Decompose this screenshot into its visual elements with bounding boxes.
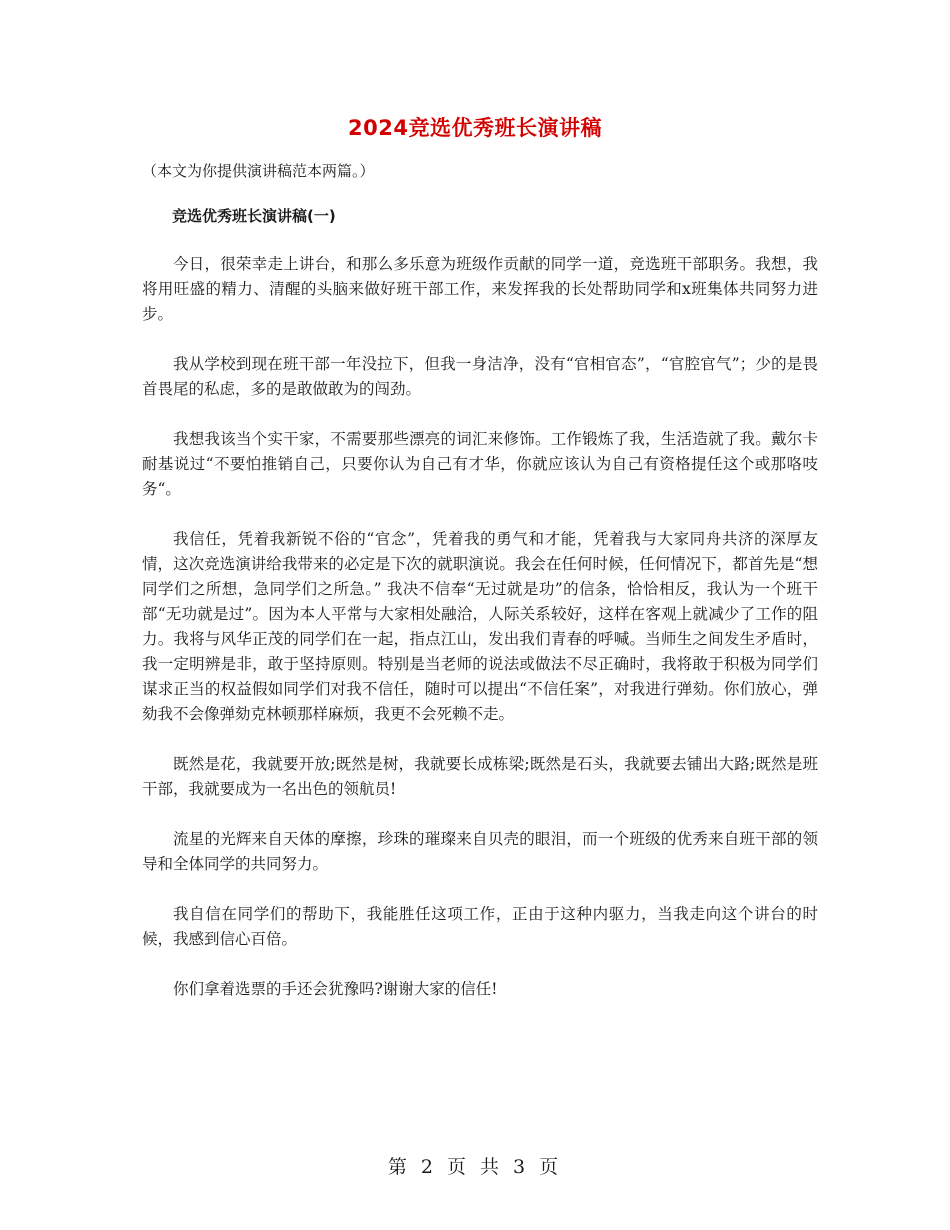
section-subtitle: 竞选优秀班长演讲稿(一)	[172, 207, 336, 225]
paragraph: 今日，很荣幸走上讲台，和那么多乐意为班级作贡献的同学一道，竞选班干部职务。我想，我将用旺盛的精力、清醒的头脑来做好班干部工作，来发挥我的长处帮助同学和x班集体共同努力进步。	[142, 255, 818, 323]
paragraph: 我从学校到现在班干部一年没拉下，但我一身洁净，没有“官相官态”，“官腔官气”；少的是畏首畏尾的私虑，多的是敢做敢为的闯劲。	[142, 355, 818, 398]
paragraph: 既然是花，我就要开放;既然是树，我就要长成栋梁;既然是石头，我就要去铺出大路;既然是班干部，我就要成为一名出色的领航员!	[142, 755, 818, 798]
document-body	[142, 205, 818, 1027]
paragraph: 我自信在同学们的帮助下，我能胜任这项工作，正由于这种内驱力，当我走向这个讲台的时候，我感到信心百倍。	[142, 905, 818, 948]
paragraph: 我信任，凭着我新锐不俗的“官念”，凭着我的勇气和才能，凭着我与大家同舟共济的深厚友情，这次竞选演讲给我带来的必定是下次的就职演说。我会在任何时候，任何情况下，都首先是“想同学们之所想，急同学们之所急。” 我决不信奉“无过就是功”的信条，恰恰相反，我认为一个班干部“无功就是过”。因为本人平常与大家相处融洽，人际关系较好，这样在客观上就减少了工作的阻力。我将与风华正茂的同学们在一起，指点江山，发出我们青春的呼喊。当师生之间发生矛盾时，我一定明辨是非，敢于坚持原则。特别是当老师的说法或做法不尽正确时，我将敢于积极为同学们谋求正当的权益假如同学们对我不信任，随时可以提出“不信任案”，对我进行弹劾。你们放心，弹劾我不会像弹劾克林顿那样麻烦，我更不会死赖不走。	[142, 530, 818, 723]
page-number-footer: 第 2 页 共 3 页	[387, 1156, 563, 1178]
paragraph: 我想我该当个实干家，不需要那些漂亮的词汇来修饰。工作锻炼了我，生活造就了我。戴尔卡耐基说过“不要怕推销自己，只要你认为自己有才华，你就应该认为自己有资格提任这个或那咯吱务“。	[142, 430, 818, 498]
document-title: 2024竞选优秀班长演讲稿	[348, 116, 602, 140]
paragraph: 你们拿着选票的手还会犹豫吗?谢谢大家的信任!	[173, 980, 498, 998]
document-intro: （本文为你提供演讲稿范本两篇。）	[142, 162, 375, 180]
paragraph: 流星的光辉来自天体的摩擦，珍珠的璀璨来自贝壳的眼泪，而一个班级的优秀来自班干部的领导和全体同学的共同努力。	[142, 830, 818, 873]
